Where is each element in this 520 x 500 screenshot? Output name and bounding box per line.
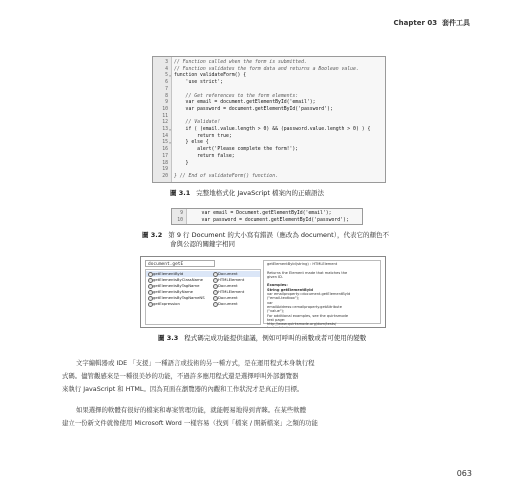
code-text: return true; bbox=[174, 133, 232, 139]
code-text: function validateForm() { bbox=[174, 73, 247, 79]
suggestion-type: HTMLElement bbox=[218, 289, 245, 294]
caption-text-line-2: 會與公認的關鍵字相同 bbox=[170, 240, 235, 248]
line-number: 13 bbox=[162, 127, 168, 132]
doc-line: given ID. bbox=[267, 274, 284, 279]
code-text: } // End of validateForm() function. bbox=[174, 173, 278, 179]
code-line bbox=[172, 218, 362, 224]
line-number: 9 bbox=[165, 100, 168, 106]
doc-line: Examples: bbox=[267, 283, 288, 288]
line-number: 4 bbox=[165, 66, 168, 72]
fold-icon: ⊖ bbox=[169, 141, 172, 146]
figure-3-2-caption-continued bbox=[170, 239, 235, 248]
code-figure-3-1 bbox=[152, 56, 386, 183]
doc-line: ("value"); bbox=[267, 309, 285, 314]
paragraph-2-line-1: 如果選擇的軟體有很好的檔案和專案管理功能，就能輕易地得到青睞。在某些軟體 bbox=[76, 406, 307, 414]
figure-3-3-caption bbox=[158, 333, 366, 342]
doc-line: test page: bbox=[267, 317, 286, 322]
code-text: return false; bbox=[174, 153, 235, 159]
line-number: 10 bbox=[177, 218, 183, 223]
code-line bbox=[153, 154, 385, 160]
suggestion-item bbox=[146, 283, 260, 289]
line-number: 11 bbox=[162, 113, 168, 119]
running-header bbox=[394, 18, 470, 28]
caption-text: 程式碼完成功能提供建議，例如可呼叫的函數或者可使用的變數 bbox=[184, 334, 367, 342]
doc-line: getElementById(string) : HTMLElement bbox=[267, 262, 338, 266]
code-line bbox=[153, 127, 385, 133]
code-line bbox=[153, 94, 385, 100]
suggestion-item bbox=[146, 301, 260, 307]
code-line bbox=[153, 140, 385, 146]
suggestion-name: getElementsByName bbox=[153, 289, 193, 294]
paragraph-1-line-2: 式碼。儘管觀感來是一種很美妙的功能，不過許多應用程式還是選擇呼叫外部瀏覽器 bbox=[62, 372, 299, 380]
caption-text: 完整地格式化 JavaScript 檔案內的正確語法 bbox=[196, 189, 324, 197]
code-line bbox=[153, 80, 385, 86]
suggestion-item bbox=[146, 289, 260, 295]
suggestion-type: Document bbox=[218, 271, 238, 276]
chapter-label: Chapter 03 bbox=[393, 19, 438, 27]
code-text: var password = document.getElementById('password'); bbox=[174, 106, 333, 112]
code-line bbox=[153, 73, 385, 79]
suggestion-type: Document bbox=[218, 283, 238, 288]
doc-line: For additional examples, see the quirksmode bbox=[267, 313, 349, 318]
doc-line: http://www.quirksmode.org/dom/tests/ bbox=[267, 322, 337, 327]
line-number: 19 bbox=[162, 167, 168, 173]
code-text: alert('Please complete the form!'); bbox=[174, 147, 299, 153]
code-text: if ( (email.value.length > 0) && (password.value.length > 0) ) { bbox=[174, 127, 371, 132]
doc-line: var bbox=[267, 300, 273, 305]
line-number: 5 bbox=[165, 73, 168, 79]
figure-3-2-caption bbox=[142, 230, 389, 239]
code-line bbox=[153, 174, 385, 180]
suggestion-item bbox=[146, 277, 260, 283]
doc-line: String getElementById bbox=[267, 287, 313, 292]
code-line bbox=[153, 167, 385, 173]
line-number: 12 bbox=[162, 120, 168, 126]
fold-icon: ⊖ bbox=[169, 74, 172, 79]
code-text: var email = document.getElementById('email'); bbox=[174, 100, 316, 106]
code-line bbox=[153, 60, 385, 66]
line-number: 18 bbox=[162, 160, 168, 166]
paragraph-1-line-3: 來執行 JavaScript 和 HTML。因為頁面在瀏覽器的內觀和工作狀況才是真正的目標。 bbox=[62, 385, 304, 393]
code-line bbox=[153, 87, 385, 93]
caption-number: 圖 3.1 bbox=[170, 189, 191, 197]
doc-line bbox=[267, 326, 377, 328]
code-completion-screenshot bbox=[140, 256, 386, 328]
suggestion-type: Document bbox=[218, 301, 238, 306]
suggestion-type: HTMLElement bbox=[218, 277, 245, 282]
code-line bbox=[153, 107, 385, 113]
caption-text-line-1: 第 9 行 Document 的大小寫有錯誤（應改為 document），代表它的顏色不 bbox=[168, 231, 389, 239]
line-number: 15 bbox=[162, 140, 168, 146]
doc-line: ("email-textbox"); bbox=[267, 296, 300, 301]
page-number: 063 bbox=[456, 469, 472, 478]
code-line bbox=[153, 100, 385, 106]
code-text: } else { bbox=[174, 140, 209, 146]
suggestion-name: getElementById bbox=[153, 271, 184, 276]
doc-line: Returns the Element made that matches the bbox=[267, 270, 348, 275]
code-line bbox=[153, 134, 385, 140]
line-number: 8 bbox=[165, 93, 168, 99]
code-line bbox=[172, 211, 362, 217]
caption-number: 圖 3.3 bbox=[158, 334, 179, 342]
doc-line: emailAddress=emailproperty.getAttribute bbox=[267, 304, 342, 309]
line-number: 20 bbox=[162, 173, 168, 179]
code-text: 'use strict'; bbox=[174, 80, 224, 86]
suggestion-name: getElementsByTagName bbox=[153, 283, 200, 288]
code-text: var email = Document.getElementById('email'); bbox=[190, 211, 332, 216]
code-line bbox=[153, 114, 385, 120]
paragraph-2-line-2: 建立一份新文件就像使用 Microsoft Word 一樣容易（找到「檔案 / 開新檔案」之類的功能 bbox=[62, 419, 318, 427]
suggestion-item bbox=[146, 295, 260, 301]
suggestion-list bbox=[145, 269, 261, 325]
figure-3-1-caption bbox=[170, 188, 324, 197]
paragraph-1-line-1: 文字編輯器或 IDE 「支援」一種語言或技術的另一種方式，是在運用程式本身執行程 bbox=[76, 359, 315, 367]
line-number: 17 bbox=[162, 153, 168, 159]
code-line bbox=[153, 161, 385, 167]
line-number: 9 bbox=[180, 211, 183, 216]
line-number: 10 bbox=[162, 106, 168, 112]
line-number: 3 bbox=[165, 60, 168, 65]
code-text: } bbox=[174, 160, 189, 166]
documentation-panel bbox=[263, 260, 381, 327]
code-text: // Function called when the form is submitted. bbox=[174, 60, 307, 65]
suggestion-name: getElementsByTagNameNS bbox=[153, 295, 205, 300]
fold-icon: ⊖ bbox=[169, 128, 172, 132]
code-figure-3-2 bbox=[171, 208, 363, 225]
chapter-title: 套件工具 bbox=[442, 19, 470, 27]
suggestion-type: Document bbox=[218, 295, 238, 300]
line-number: 14 bbox=[162, 133, 168, 139]
caption-number: 圖 3.2 bbox=[142, 231, 163, 239]
code-text: // Get references to the form elements: bbox=[174, 93, 299, 99]
doc-line: var emailproperty=document.getElementById bbox=[267, 292, 351, 297]
line-number: 7 bbox=[165, 86, 168, 92]
code-text: var password = document.getElementById('password'); bbox=[190, 218, 349, 223]
code-text: // Validate! bbox=[174, 120, 221, 126]
code-input: document.getE bbox=[145, 260, 215, 267]
code-text: // Function validates the form data and returns a Boolean value. bbox=[174, 66, 359, 72]
line-number: 16 bbox=[162, 147, 168, 153]
line-number: 6 bbox=[165, 80, 168, 86]
code-line bbox=[153, 67, 385, 73]
code-line bbox=[153, 147, 385, 153]
code-line bbox=[153, 120, 385, 126]
suggestion-name: getElementsByClassName bbox=[153, 277, 203, 282]
suggestion-name: getExpression bbox=[153, 301, 180, 306]
suggestion-item bbox=[146, 271, 260, 277]
